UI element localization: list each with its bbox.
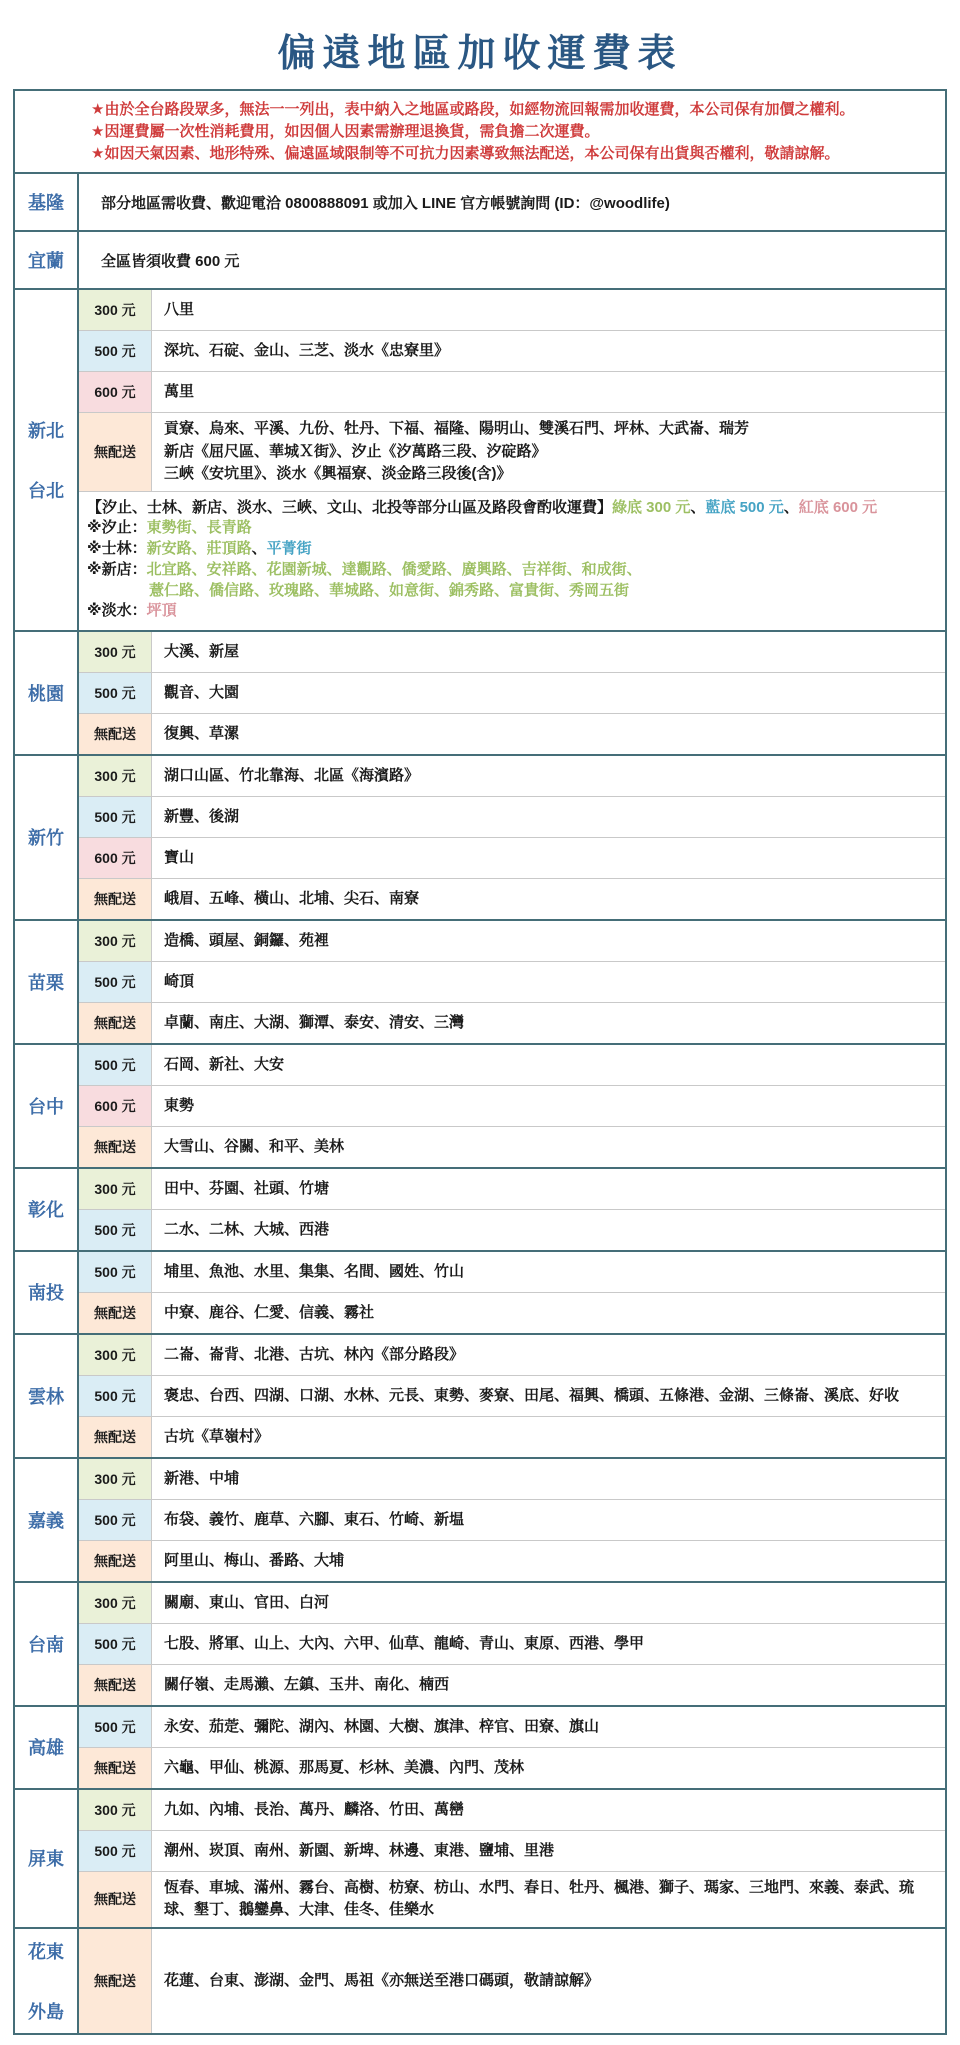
fee-row-300 bbox=[79, 1459, 945, 1499]
note-sep: 、 bbox=[783, 498, 799, 516]
note-roads-green: 新安路、莊頂路 bbox=[146, 540, 252, 558]
area-text: 恆春、車城、滿州、霧台、高樹、枋寮、枋山、水門、春日、牡丹、楓港、獅子、瑪家、三地門、來義、泰武、琉球、墾丁、鵝鑾鼻、大津、佳冬、佳樂水 bbox=[164, 1878, 915, 1919]
region-block-changhua bbox=[15, 1167, 945, 1250]
note-roads-green: 東勢街、長青路 bbox=[146, 519, 252, 537]
area-list bbox=[151, 1210, 945, 1250]
note-label: ※士林： bbox=[87, 540, 147, 558]
note-line-tamsui bbox=[87, 601, 937, 622]
fee-row-600 bbox=[79, 1085, 945, 1126]
note-red-600: 紅底 600 元 bbox=[798, 498, 878, 516]
region-label-xinbei-taipei bbox=[15, 290, 79, 630]
area-text: 古坑《草嶺村》 bbox=[164, 1427, 270, 1445]
fee-badge-no-delivery: 無配送 bbox=[79, 714, 151, 754]
fee-row-500 bbox=[79, 330, 945, 371]
fee-badge-300: 300 元 bbox=[79, 632, 151, 672]
region-label-changhua bbox=[15, 1169, 79, 1250]
area-text: 萬里 bbox=[164, 383, 195, 400]
area-text: 湖口山區、竹北靠海、北區《海濱路》 bbox=[164, 766, 420, 784]
area-list bbox=[151, 1169, 945, 1209]
fee-badge-no-delivery: 無配送 bbox=[79, 1665, 151, 1705]
area-text: 九如、內埔、長治、萬丹、麟洛、竹田、萬巒 bbox=[164, 1800, 465, 1818]
fee-badge-no-delivery: 無配送 bbox=[79, 1872, 151, 1927]
region-block-nantou bbox=[15, 1250, 945, 1333]
region-block-yilan bbox=[15, 230, 945, 288]
region-label-kaohsiung bbox=[15, 1707, 79, 1788]
region-name: 新竹 bbox=[28, 828, 64, 849]
fee-row-500 bbox=[79, 1252, 945, 1292]
area-list bbox=[151, 879, 945, 919]
fee-row-300 bbox=[79, 756, 945, 796]
region-label-miaoli bbox=[15, 921, 79, 1043]
area-list bbox=[151, 1541, 945, 1581]
area-list bbox=[151, 1624, 945, 1664]
fee-badge-500: 500 元 bbox=[79, 1252, 151, 1292]
area-text: 復興、草漯 bbox=[164, 724, 240, 742]
region-name: 南投 bbox=[28, 1283, 64, 1304]
fee-row-no-delivery bbox=[79, 1540, 945, 1581]
region-block-xinbei-taipei bbox=[15, 288, 945, 630]
note-line-legend bbox=[87, 498, 937, 519]
note-line-shilin bbox=[87, 539, 937, 560]
fee-row-no-delivery bbox=[79, 1002, 945, 1043]
note-blue-500: 藍底 500 元 bbox=[705, 498, 784, 516]
notice-line-1: ★由於全台路段眾多，無法一一列出，表中納入之地區或路段，如經物流回報需加收運費，本公司保有加價之權利。 bbox=[91, 101, 855, 118]
notice-box bbox=[15, 91, 945, 174]
area-list bbox=[151, 1872, 945, 1927]
note-roads-green: 北宜路、安祥路、花園新城、達觀路、僑愛路、廣興路、吉祥街、和成街、 bbox=[146, 560, 642, 578]
region-name: 彰化 bbox=[28, 1200, 64, 1221]
note-line-xindian-2 bbox=[87, 581, 937, 602]
fee-badge-500: 500 元 bbox=[79, 1210, 151, 1250]
area-list bbox=[151, 1831, 945, 1871]
area-list bbox=[151, 962, 945, 1002]
area-text: 布袋、義竹、鹿草、六腳、東石、竹崎、新塭 bbox=[164, 1510, 465, 1528]
area-text: 阿里山、梅山、番路、大埔 bbox=[164, 1551, 345, 1569]
note-road-red: 坪頂 bbox=[146, 602, 177, 620]
area-text: 關仔嶺、走馬瀨、左鎮、玉井、南化、楠西 bbox=[164, 1675, 450, 1693]
region-label-hsinchu bbox=[15, 756, 79, 919]
area-text: 埔里、魚池、水里、集集、名間、國姓、竹山 bbox=[164, 1262, 465, 1280]
fee-row-no-delivery bbox=[79, 1747, 945, 1788]
area-text: 寶山 bbox=[164, 848, 195, 866]
region-name: 花東 bbox=[28, 1941, 64, 1962]
area-text: 深坑、石碇、金山、三芝、淡水《忠寮里》 bbox=[164, 342, 450, 359]
fee-badge-500: 500 元 bbox=[79, 962, 151, 1002]
fee-row-300 bbox=[79, 1335, 945, 1375]
fee-row-300 bbox=[79, 290, 945, 330]
area-list bbox=[151, 1583, 945, 1623]
taipei-surcharge-note bbox=[79, 491, 945, 630]
note-line-xizhi bbox=[87, 518, 937, 539]
note-line-xindian bbox=[87, 560, 937, 581]
area-list bbox=[151, 1707, 945, 1747]
fee-row-500 bbox=[79, 672, 945, 713]
fee-badge-300: 300 元 bbox=[79, 756, 151, 796]
region-name: 外島 bbox=[28, 2001, 64, 2022]
fee-row-500 bbox=[79, 1209, 945, 1250]
area-list bbox=[151, 1003, 945, 1043]
fee-badge-no-delivery: 無配送 bbox=[79, 1127, 151, 1167]
region-block-taichung bbox=[15, 1043, 945, 1167]
area-text: 花蓮、台東、澎湖、金門、馬祖《亦無送至港口碼頭，敬請諒解》 bbox=[164, 1971, 600, 1989]
area-list bbox=[151, 1376, 945, 1416]
area-list bbox=[151, 797, 945, 837]
fee-badge-500: 500 元 bbox=[79, 673, 151, 713]
fee-row-500 bbox=[79, 1499, 945, 1540]
fee-row-no-delivery bbox=[79, 878, 945, 919]
area-text: 卓蘭、南庄、大湖、獅潭、泰安、清安、三灣 bbox=[164, 1013, 465, 1031]
fee-row-300 bbox=[79, 632, 945, 672]
fee-badge-no-delivery: 無配送 bbox=[79, 1003, 151, 1043]
notice-line-2: ★因運費屬一次性消耗費用，如因個人因素需辦理退換貨，需負擔二次運費。 bbox=[91, 122, 600, 140]
area-text: 石岡、新社、大安 bbox=[164, 1055, 285, 1073]
area-list bbox=[151, 1459, 945, 1499]
fee-row-500 bbox=[79, 1830, 945, 1871]
fee-badge-500: 500 元 bbox=[79, 1707, 151, 1747]
area-list bbox=[151, 1293, 945, 1333]
area-text: 關廟、東山、官田、白河 bbox=[164, 1593, 330, 1611]
region-label-taichung bbox=[15, 1045, 79, 1167]
area-list bbox=[151, 1665, 945, 1705]
keelung-info-text: 部分地區需收費、歡迎電洽 0800888091 或加入 LINE 官方帳號詢問 (ID：@woodlife) bbox=[101, 194, 670, 212]
fee-badge-600: 600 元 bbox=[79, 838, 151, 878]
region-block-hsinchu bbox=[15, 754, 945, 919]
fee-badge-500: 500 元 bbox=[79, 797, 151, 837]
fee-badge-500: 500 元 bbox=[79, 1045, 151, 1085]
region-block-keelung bbox=[15, 174, 945, 230]
fee-row-500 bbox=[79, 1375, 945, 1416]
note-sep: 、 bbox=[690, 498, 706, 516]
area-list bbox=[151, 1929, 945, 2033]
region-block-taoyuan bbox=[15, 630, 945, 754]
fee-row-no-delivery bbox=[79, 713, 945, 754]
note-label: ※汐止： bbox=[87, 519, 147, 537]
area-list bbox=[151, 838, 945, 878]
fee-badge-no-delivery: 無配送 bbox=[79, 1929, 151, 2033]
region-block-miaoli bbox=[15, 919, 945, 1043]
region-label-nantou bbox=[15, 1252, 79, 1333]
region-name: 雲林 bbox=[28, 1386, 64, 1407]
region-name: 宜蘭 bbox=[28, 251, 64, 272]
fee-row-300 bbox=[79, 1583, 945, 1623]
fee-badge-500: 500 元 bbox=[79, 1376, 151, 1416]
area-text: 觀音、大園 bbox=[164, 683, 240, 701]
fee-row-500 bbox=[79, 1707, 945, 1747]
fee-badge-300: 300 元 bbox=[79, 1790, 151, 1830]
region-block-pingtung bbox=[15, 1788, 945, 1927]
area-list bbox=[151, 290, 945, 330]
note-green-300: 綠底 300 元 bbox=[612, 498, 691, 516]
area-text: 八里 bbox=[164, 301, 195, 318]
fee-row-500 bbox=[79, 961, 945, 1002]
fee-row-no-delivery bbox=[79, 1292, 945, 1333]
remote-area-fee-table bbox=[13, 89, 947, 2035]
area-list bbox=[151, 756, 945, 796]
fee-badge-300: 300 元 bbox=[79, 1459, 151, 1499]
area-text: 二水、二林、大城、西港 bbox=[164, 1220, 330, 1238]
fee-row-300 bbox=[79, 1790, 945, 1830]
area-list bbox=[151, 1086, 945, 1126]
area-list bbox=[151, 372, 945, 412]
fee-badge-600: 600 元 bbox=[79, 372, 151, 412]
area-list bbox=[151, 413, 945, 491]
area-text: 新豐、後湖 bbox=[164, 807, 240, 825]
region-name: 嘉義 bbox=[28, 1510, 64, 1531]
area-text: 東勢 bbox=[164, 1096, 195, 1114]
fee-row-300 bbox=[79, 921, 945, 961]
area-list bbox=[151, 1417, 945, 1457]
fee-badge-no-delivery: 無配送 bbox=[79, 1748, 151, 1788]
area-text: 三峽《安坑里》、淡水《興福寮、淡金路三段後(含)》 bbox=[164, 465, 512, 483]
region-label-keelung bbox=[15, 174, 79, 230]
fee-badge-no-delivery: 無配送 bbox=[79, 1541, 151, 1581]
area-list bbox=[151, 921, 945, 961]
region-name: 基隆 bbox=[28, 193, 64, 214]
region-label-huadong-islands bbox=[15, 1929, 79, 2033]
fee-badge-no-delivery: 無配送 bbox=[79, 879, 151, 919]
area-list bbox=[151, 714, 945, 754]
region-block-tainan bbox=[15, 1581, 945, 1705]
region-name: 桃園 bbox=[28, 683, 64, 704]
note-label: ※淡水： bbox=[87, 602, 147, 620]
area-text: 田中、芬園、社頭、竹塘 bbox=[164, 1179, 330, 1197]
area-text: 大雪山、谷關、和平、美林 bbox=[164, 1137, 345, 1155]
fee-badge-no-delivery: 無配送 bbox=[79, 1293, 151, 1333]
area-text: 崎頂 bbox=[164, 972, 195, 990]
region-name: 台中 bbox=[28, 1096, 64, 1117]
fee-row-no-delivery bbox=[79, 1126, 945, 1167]
area-list bbox=[151, 1127, 945, 1167]
area-text: 七股、將軍、山上、大內、六甲、仙草、龍崎、青山、東原、西港、學甲 bbox=[164, 1634, 645, 1652]
region-block-yunlin bbox=[15, 1333, 945, 1457]
note-label: ※新店： bbox=[87, 560, 147, 578]
area-list bbox=[151, 1252, 945, 1292]
fee-row-600 bbox=[79, 837, 945, 878]
region-label-taoyuan bbox=[15, 632, 79, 754]
fee-row-no-delivery bbox=[79, 1416, 945, 1457]
fee-badge-600: 600 元 bbox=[79, 1086, 151, 1126]
region-label-tainan bbox=[15, 1583, 79, 1705]
area-text: 二崙、崙背、北港、古坑、林內《部分路段》 bbox=[164, 1345, 465, 1363]
fee-row-500 bbox=[79, 1623, 945, 1664]
fee-badge-500: 500 元 bbox=[79, 1500, 151, 1540]
area-text: 潮州、崁頂、南州、新園、新埤、林邊、東港、鹽埔、里港 bbox=[164, 1841, 555, 1859]
note-roads-green: 薏仁路、僑信路、玫瑰路、華城路、如意街、錦秀路、富貴街、秀岡五街 bbox=[149, 581, 630, 599]
note-road-blue: 平菁街 bbox=[266, 540, 312, 558]
area-text: 六龜、甲仙、桃源、那馬夏、杉林、美濃、內門、茂林 bbox=[164, 1758, 525, 1776]
fee-badge-no-delivery: 無配送 bbox=[79, 413, 151, 491]
area-list bbox=[151, 673, 945, 713]
region-label-yilan bbox=[15, 232, 79, 288]
page-title: 偏遠地區加收運費表 bbox=[277, 33, 683, 75]
fee-badge-300: 300 元 bbox=[79, 1335, 151, 1375]
note-text: 【汐止、士林、新店、淡水、三峽、文山、北投等部分山區及路段會酌收運費】 bbox=[87, 498, 613, 516]
area-text: 新港、中埔 bbox=[164, 1469, 240, 1487]
fee-badge-no-delivery: 無配送 bbox=[79, 1417, 151, 1457]
region-name: 新北 bbox=[28, 421, 64, 442]
region-label-yunlin bbox=[15, 1335, 79, 1457]
area-text: 新店《屈尺區、華城Ｘ街》、汐止《汐萬路三段、汐碇路》 bbox=[164, 442, 547, 460]
area-list bbox=[151, 331, 945, 371]
area-list bbox=[151, 1500, 945, 1540]
region-label-pingtung bbox=[15, 1790, 79, 1927]
fee-badge-500: 500 元 bbox=[79, 1831, 151, 1871]
region-block-kaohsiung bbox=[15, 1705, 945, 1788]
area-text: 中寮、鹿谷、仁愛、信義、霧社 bbox=[164, 1303, 375, 1321]
area-list bbox=[151, 1748, 945, 1788]
region-name: 苗栗 bbox=[28, 972, 64, 993]
fee-row-600 bbox=[79, 371, 945, 412]
area-list bbox=[151, 1790, 945, 1830]
fee-row-300 bbox=[79, 1169, 945, 1209]
area-text: 大溪、新屋 bbox=[164, 642, 240, 660]
region-block-huadong-islands bbox=[15, 1927, 945, 2033]
fee-row-no-delivery bbox=[79, 412, 945, 491]
region-name: 台南 bbox=[28, 1634, 64, 1655]
fee-row-no-delivery bbox=[79, 1871, 945, 1927]
fee-badge-300: 300 元 bbox=[79, 1583, 151, 1623]
region-block-chiayi bbox=[15, 1457, 945, 1581]
area-text: 褒忠、台西、四湖、口湖、水林、元長、東勢、麥寮、田尾、福興、橋頭、五條港、金湖、三條崙、溪底、好收 bbox=[164, 1386, 900, 1404]
area-list bbox=[151, 632, 945, 672]
notice-line-3: ★如因天氣因素、地形特殊、偏遠區域限制等不可抗力因素導致無法配送，本公司保有出貨與否權利，敬請諒解。 bbox=[91, 144, 840, 162]
yilan-info-text: 全區皆須收費 600 元 bbox=[101, 252, 240, 270]
region-name: 高雄 bbox=[28, 1738, 64, 1759]
area-list bbox=[151, 1335, 945, 1375]
fee-badge-300: 300 元 bbox=[79, 290, 151, 330]
area-text: 永安、茄萣、彌陀、湖內、林園、大樹、旗津、梓官、田寮、旗山 bbox=[164, 1717, 600, 1735]
fee-badge-500: 500 元 bbox=[79, 1624, 151, 1664]
fee-row-no-delivery bbox=[79, 1929, 945, 2033]
fee-row-500 bbox=[79, 1045, 945, 1085]
fee-badge-500: 500 元 bbox=[79, 331, 151, 371]
fee-row-500 bbox=[79, 796, 945, 837]
area-text: 峨眉、五峰、橫山、北埔、尖石、南寮 bbox=[164, 889, 420, 907]
area-list bbox=[151, 1045, 945, 1085]
region-label-chiayi bbox=[15, 1459, 79, 1581]
area-text: 造橋、頭屋、銅鑼、苑裡 bbox=[164, 931, 330, 949]
note-sep: 、 bbox=[251, 540, 267, 558]
fee-row-no-delivery bbox=[79, 1664, 945, 1705]
region-name: 屏東 bbox=[28, 1849, 64, 1870]
area-text: 貢寮、烏來、平溪、九份、牡丹、下福、福隆、陽明山、雙溪石門、坪林、大武崙、瑞芳 bbox=[164, 420, 750, 438]
fee-badge-300: 300 元 bbox=[79, 1169, 151, 1209]
region-name: 台北 bbox=[28, 481, 64, 502]
fee-badge-300: 300 元 bbox=[79, 921, 151, 961]
